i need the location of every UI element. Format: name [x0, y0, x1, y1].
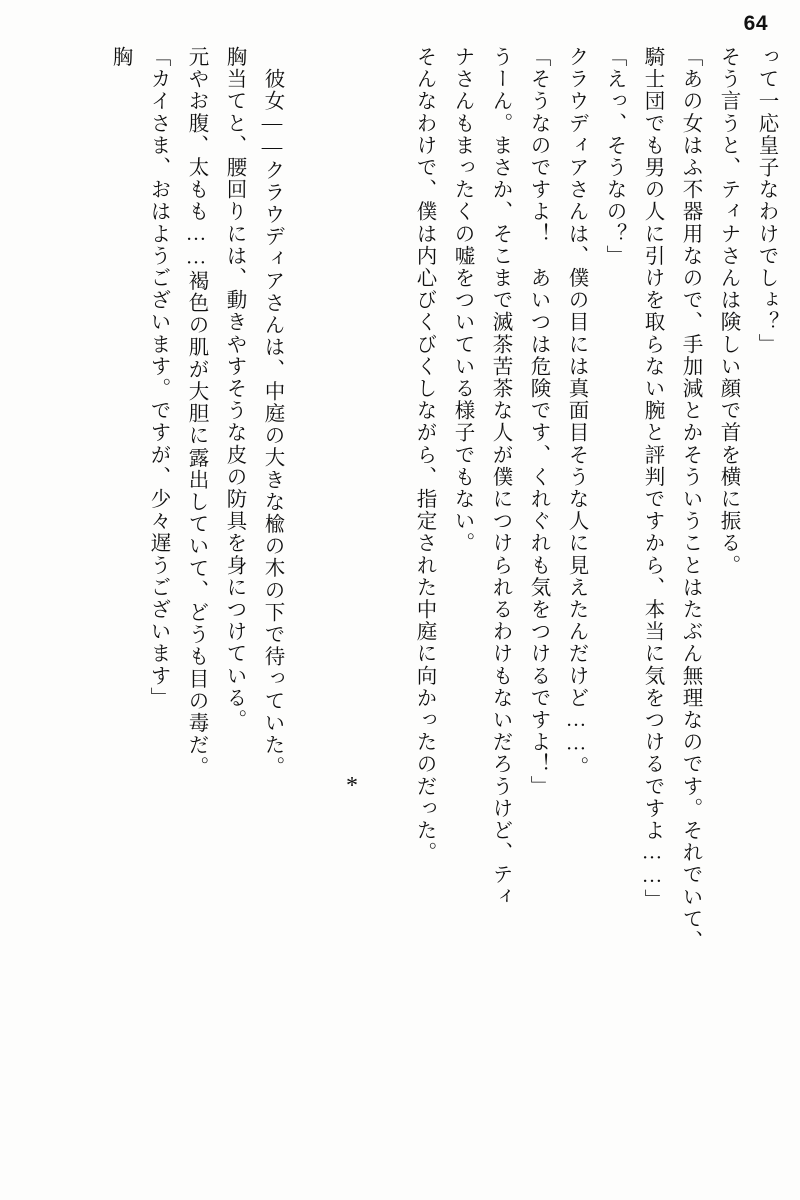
text-column: 彼女――クラウディアさんは、中庭の大きな楡の木の下で待っていた。: [261, 68, 283, 779]
text-column: クラウディアさんは、僕の目には真面目そうな人に見えたんだけど……。: [565, 46, 587, 779]
text-column: そう言うと、ティナさんは険しい顔で首を横に振る。: [717, 46, 739, 577]
text-column: 「あの女はふ不器用なので、手加減とかそういうことはたぶん無理なのです。それでいて、: [679, 46, 701, 953]
scene-break: [320, 46, 358, 1200]
text-column: うーん。まさか、そこまで滅茶苦茶な人が僕につけられるわけもないだろうけど、ティ: [489, 46, 511, 908]
text-column: 胸: [109, 46, 131, 69]
vertical-text-body: [30, 46, 776, 1186]
asterisk-icon: *: [346, 773, 358, 799]
text-column: 胸当てと、腰回りには、動きやすそうな皮の防具を身につけている。: [223, 46, 245, 732]
page-number: 64: [743, 12, 768, 35]
text-column: そんなわけで、僕は内心びくびくしながら、指定された中庭に向かったのだった。: [413, 46, 435, 864]
text-column: 「えっ、そうなの？」: [603, 46, 625, 267]
text-column: 元やお腹、太もも……褐色の肌が大胆に露出していて、どうも目の毒だ。: [185, 46, 207, 779]
text-column: 「そうなのですよ！ あいつは危険です、くれぐれも気をつけるですよ！」: [527, 46, 549, 798]
column-spacer: [282, 46, 320, 1186]
text-column: って一応皇子なわけでしょ？」: [755, 46, 777, 356]
column-spacer: [358, 46, 396, 1186]
text-column: 「カイさま、おはようございます。ですが、少々遅うございます」: [147, 46, 169, 709]
text-column: 騎士団でも男の人に引けを取らない腕と評判ですから、本当に気をつけるですよ……」: [641, 46, 663, 911]
text-column: ナさんもまったくの嘘をついている様子でもない。: [451, 46, 473, 555]
